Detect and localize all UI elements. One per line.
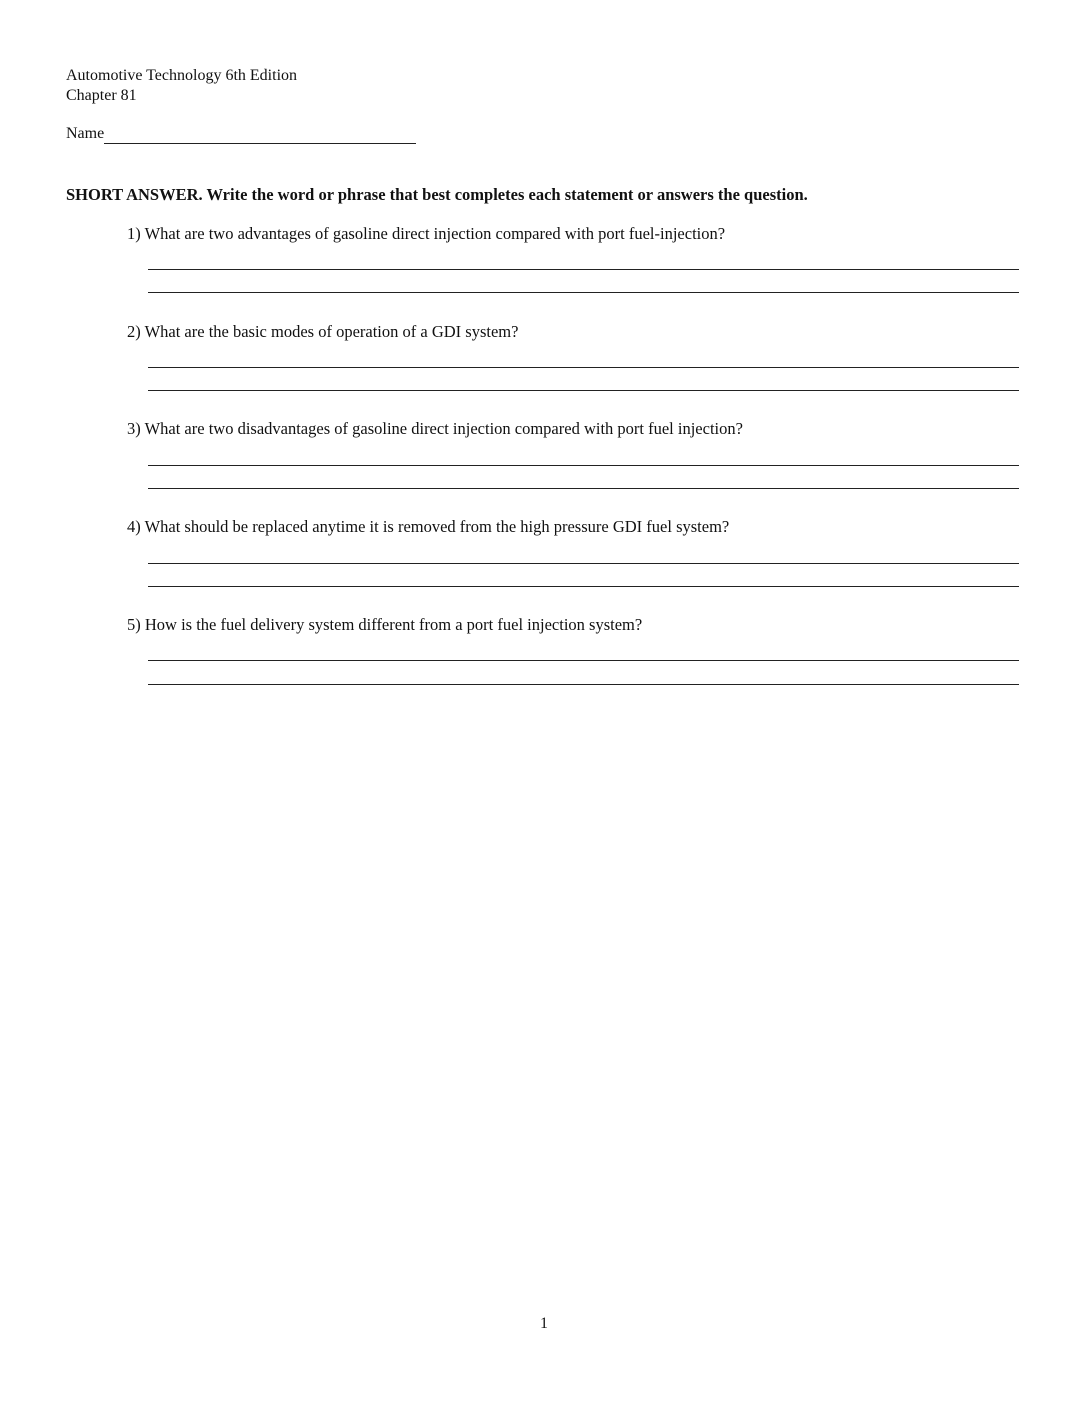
instructions: SHORT ANSWER. Write the word or phrase that best completes each statement or answers the question.	[66, 185, 808, 204]
answer-line-5a[interactable]	[148, 660, 1019, 661]
chapter-label: Chapter 81	[66, 87, 137, 104]
question-4: 4) What should be replaced anytime it is removed from the high pressure GDI fuel system?	[127, 517, 730, 536]
name-field-row	[66, 124, 416, 144]
question-1: 1) What are two advantages of gasoline direct injection compared with port fuel-injection?	[127, 224, 726, 243]
answer-line-1b[interactable]	[148, 292, 1019, 293]
answer-line-2a[interactable]	[148, 367, 1019, 368]
answer-line-4b[interactable]	[148, 586, 1019, 587]
name-label: Name	[66, 125, 105, 142]
page-number: 1	[540, 1315, 548, 1332]
answer-line-3b[interactable]	[148, 488, 1019, 489]
answer-line-4a[interactable]	[148, 563, 1019, 564]
answer-line-2b[interactable]	[148, 390, 1019, 391]
question-5: 5) How is the fuel delivery system different from a port fuel injection system?	[127, 615, 643, 634]
name-blank-line[interactable]	[104, 124, 416, 144]
question-2: 2) What are the basic modes of operation of a GDI system?	[127, 322, 519, 341]
document-header	[66, 66, 297, 106]
book-title: Automotive Technology 6th Edition	[66, 67, 298, 84]
answer-line-3a[interactable]	[148, 465, 1019, 466]
answer-line-5b[interactable]	[148, 684, 1019, 685]
answer-line-1a[interactable]	[148, 269, 1019, 270]
question-3: 3) What are two disadvantages of gasoline direct injection compared with port fuel injection?	[127, 419, 743, 438]
